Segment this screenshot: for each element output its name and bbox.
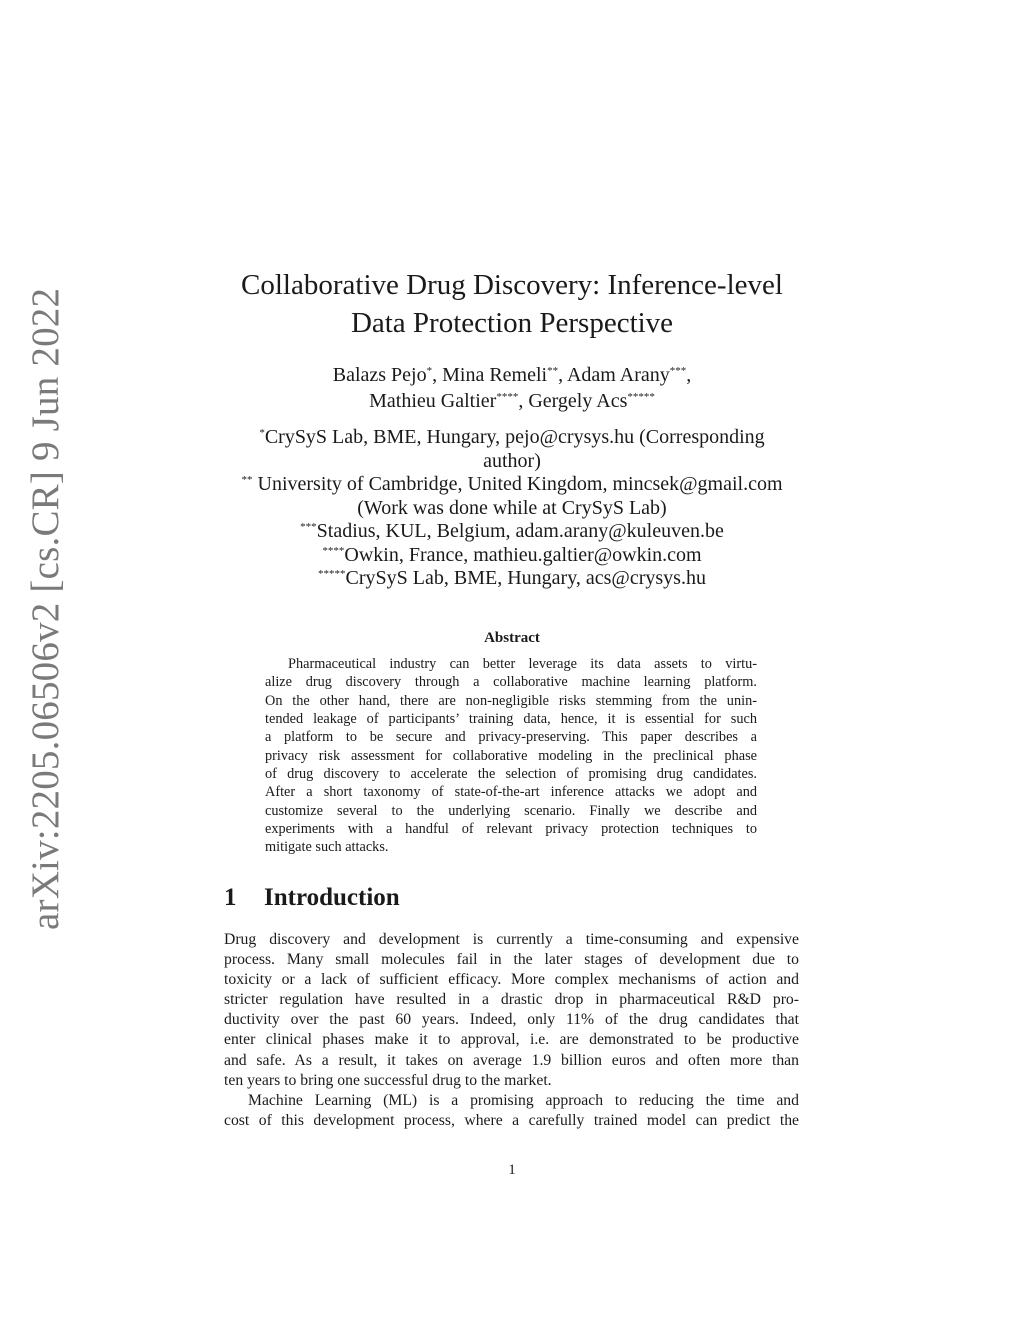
affiliation-marker: ****: [322, 544, 345, 557]
author-name: , Adam Arany: [558, 364, 670, 386]
affiliation-line: [180, 567, 844, 591]
affiliation-marker: *****: [318, 568, 346, 580]
affiliation-marker: *****: [627, 391, 655, 403]
body-line: ductivity over the past 60 years. Indeed, only 11% of the drug candidates that: [224, 1011, 799, 1029]
affiliation-marker: ***: [300, 521, 317, 533]
affiliation-text: Stadius, KUL, Belgium, adam.arany@kuleuven.be: [316, 520, 724, 542]
abstract-line: experiments with a handful of relevant privacy protection techniques to: [265, 821, 757, 838]
author-name: , Mina Remeli: [432, 364, 548, 386]
author-name: , Gergely Acs: [518, 390, 628, 412]
page-number: 1: [508, 1162, 516, 1178]
body-line: cost of this development process, where a carefully trained model can predict the: [224, 1111, 799, 1129]
affiliation-marker: **: [547, 365, 559, 377]
affiliation-line: [180, 450, 844, 474]
title-line: Collaborative Drug Discovery: Inference-level: [241, 269, 783, 301]
abstract-line: On the other hand, there are non-negligible risks stemming from the unin-: [265, 692, 757, 709]
body-line: and safe. As a result, it takes on average 1.9 billion euros and often more than: [224, 1051, 799, 1069]
arxiv-identifier-stamp: arXiv:2205.06506v2 [cs.CR] 9 Jun 2022: [24, 287, 67, 930]
body-line: process. Many small molecules fail in the later stages of development due to: [224, 951, 799, 969]
author-line: [180, 362, 844, 388]
abstract-line: privacy risk assessment for collaborative modeling in the preclinical phase: [265, 747, 757, 764]
affiliation-text: author): [483, 449, 541, 472]
affiliation-marker: **: [241, 474, 253, 486]
abstract-line: alize drug discovery through a collaborative machine learning platform.: [265, 674, 757, 691]
body-line: enter clinical phases make it to approval, i.e. are demonstrated to be productive: [224, 1031, 799, 1049]
body-line: ten years to bring one successful drug to the market.: [224, 1071, 552, 1089]
affiliation-line: [180, 520, 844, 544]
author-list: [180, 362, 844, 414]
abstract-line: Pharmaceutical industry can better leverage its data assets to virtu-: [288, 656, 757, 672]
affiliation-line: [180, 544, 844, 568]
section-heading-introduction: [224, 884, 400, 912]
abstract-line: mitigate such attacks.: [265, 839, 389, 856]
title-line: Data Protection Perspective: [350, 307, 674, 339]
abstract-body: [265, 655, 757, 857]
affiliations: [180, 426, 844, 591]
abstract-line: customize several to the underlying scenario. Finally we describe and: [265, 802, 757, 819]
affiliation-text: CrySyS Lab, BME, Hungary, acs@crysys.hu: [345, 567, 706, 589]
body-line: Drug discovery and development is currently a time-consuming and expensive: [224, 931, 799, 948]
affiliation-marker: *: [426, 365, 433, 377]
section-number: 1: [224, 884, 237, 911]
body-line: toxicity or a lack of sufficient efficacy. More complex mechanisms of action and: [224, 971, 799, 989]
author-separator: ,: [686, 364, 692, 386]
author-name: Balazs Pejo: [332, 364, 427, 386]
abstract-heading: Abstract: [484, 630, 540, 646]
abstract-line: After a short taxonomy of state-of-the-art inference attacks we adopt and: [265, 784, 757, 801]
affiliation-marker: *: [259, 427, 265, 439]
abstract-line: of drug discovery to accelerate the selection of promising drug candidates.: [265, 766, 757, 783]
abstract-line: a platform to be secure and privacy-preserving. This paper describes a: [265, 729, 757, 746]
body-line: stricter regulation have resulted in a drastic drop in pharmaceutical R&D pro-: [224, 991, 799, 1009]
affiliation-text: University of Cambridge, United Kingdom, mincsek@gmail.com: [252, 473, 783, 495]
affiliation-text: (Work was done while at CrySyS Lab): [357, 496, 667, 519]
affiliation-line: [180, 426, 844, 450]
affiliation-text: CrySyS Lab, BME, Hungary, pejo@crysys.hu (Corresponding: [264, 426, 765, 448]
author-line: [180, 388, 844, 414]
introduction-body: [224, 930, 799, 1131]
author-name: Mathieu Galtier: [369, 390, 497, 412]
abstract-line: tended leakage of participants’ training data, hence, it is essential for such: [265, 711, 757, 728]
affiliation-text: Owkin, France, mathieu.galtier@owkin.com: [344, 543, 702, 566]
affiliation-marker: ***: [669, 365, 687, 377]
affiliation-marker: ****: [496, 391, 519, 403]
affiliation-line: [180, 497, 844, 521]
section-title: Introduction: [264, 884, 400, 911]
affiliation-line: [180, 473, 844, 497]
body-line: Machine Learning (ML) is a promising approach to reducing the time and: [248, 1091, 799, 1109]
paper-title: [180, 266, 844, 342]
